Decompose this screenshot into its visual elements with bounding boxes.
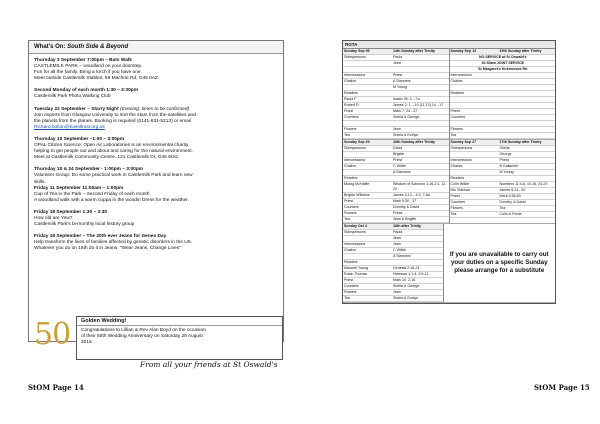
rota-role: Mic Startuck [450, 188, 471, 192]
rota-person [499, 85, 556, 90]
rota-table [342, 40, 556, 304]
rota-person: Sheila & George [393, 115, 420, 119]
event-line: Meet outside Castlemilk Stables, 59 Machrie Rd, G45 0AZ [34, 76, 158, 82]
rota-role [343, 67, 392, 72]
rota-person [392, 121, 449, 126]
event-title-text: Friday 18 September 1:30 – 3:30 [34, 209, 108, 215]
event-line: skills. [34, 179, 46, 185]
rota-person: George [499, 152, 512, 156]
rota-person: C Wilkie [393, 164, 407, 168]
rota-role: Chalice [450, 79, 463, 83]
event-title: Friday 11 September 11:00am – 1:00pm [34, 185, 124, 191]
event-item [34, 88, 278, 100]
event-item [34, 234, 278, 252]
rota-role: Sidespersons [344, 146, 366, 150]
rota-role: Counters [344, 205, 359, 209]
event-item [34, 107, 278, 131]
rota-person [499, 133, 556, 138]
rota-person: Sheila & Evelyn [393, 133, 419, 137]
rota-person [499, 79, 556, 84]
rota-person: James 5:13 - 20 [499, 188, 526, 192]
rota-person [392, 91, 449, 96]
event-title-text: Thursday 3 September 7:00pm – Bats Walk [34, 58, 132, 63]
event-title-text: Second Monday of each month 1:30 – 3:30pm [34, 88, 138, 94]
rota-column [450, 140, 556, 223]
event-line: How old are Yew? [34, 215, 73, 221]
rota-person: Sheila & George [393, 284, 420, 288]
rota-person: Dorothy & David [393, 205, 420, 209]
rota-role [450, 170, 499, 175]
event-item [34, 58, 278, 82]
rota-column [343, 49, 450, 139]
rota-role: Intercessions [450, 158, 472, 162]
event-title-text: Thursday 10 September –1:00 – 3:00pm [34, 136, 125, 142]
rota-person: Priest [393, 73, 403, 77]
rota-person: Genesis 2:18-24 [393, 266, 420, 270]
rota-person [499, 97, 556, 102]
rota-person: B Gallacher [499, 164, 519, 168]
rota-column [343, 140, 450, 223]
rota-person: David [393, 146, 403, 150]
whats-on-header [29, 41, 283, 54]
rota-person: Isaiah 35: 4 – 7a [393, 97, 420, 101]
event-line: helping to get people out and about and caring for the natural environment. [34, 149, 193, 155]
rota-role [450, 97, 499, 102]
rota-person: M Young [499, 170, 514, 174]
rota-person [499, 176, 556, 181]
rota-body [343, 49, 555, 303]
rota-person: Colin & Freda [499, 212, 522, 216]
rota-role: Tea [344, 217, 350, 221]
signoff: From all your friends at St Oswald's [140, 360, 278, 369]
rota-column [343, 224, 444, 302]
rota-person: Mark 7: 24 - 37 [393, 109, 418, 113]
event-line: Help transform the lives of families affected by genetic disorders in the UK. [34, 240, 193, 246]
rota-sunday-name: 14th Sunday after Trinity [393, 49, 435, 53]
rota-role: Maxwell Young [344, 266, 368, 270]
rota-person: Sheila & Evelyn [393, 296, 419, 300]
rota-person [499, 121, 556, 126]
event-title-text: Tuesday 22 September – Starry Night [34, 106, 119, 112]
rota-role: Readers [344, 260, 358, 264]
rota-role: Flowers [450, 127, 464, 131]
rota-role: Counters [450, 115, 466, 119]
rota-role: Colin Wilkie [450, 182, 470, 186]
rota-sunday-name: 17th Sunday after Trinity [499, 140, 542, 144]
rota-role: Priest [450, 194, 460, 198]
event-line: Volunteer Group: Do some practical work in Castlemilk Park and learn new [34, 173, 193, 179]
substitute-notice: If you are unavailable to carry out your duties on a specific Sunday please arrange for a substitute [449, 251, 549, 274]
rota-person: Tea [499, 206, 506, 210]
rota-person: A Stanners [393, 254, 411, 258]
rota-person [499, 115, 556, 120]
rota-role: Readers [344, 91, 358, 95]
golden-wedding-line: 2015. [81, 340, 94, 345]
rota-person: Jean [393, 236, 401, 240]
event-line: Meet at Castlemilk Community Centre, 121 Castlemilk Dr, G45 9UG. [34, 155, 180, 161]
rota-role: Intercessions [450, 73, 472, 77]
rota-role [450, 121, 499, 126]
rota-role [343, 121, 392, 126]
golden-wedding-section [28, 316, 282, 360]
rota-week-block [343, 140, 555, 224]
rota-date: Sunday Sep 20 [344, 140, 370, 144]
header-subtitle: South Side & Beyond [67, 44, 129, 50]
rota-person: Jean [393, 127, 401, 131]
rota-role: Chalice [450, 164, 463, 168]
rota-row [343, 182, 449, 193]
golden-wedding-box [76, 316, 283, 360]
event-email-link[interactable]: Richard.bolton@kassltrust.org.uk [34, 124, 105, 130]
event-item [34, 137, 278, 161]
rota-role: Readers [450, 91, 465, 95]
rota-role [450, 85, 499, 90]
rota-role: Priest [344, 109, 354, 113]
golden-wedding-line: of their 50th Wedding Anniversary on Saturday 29 August [81, 334, 203, 339]
event-line: Whatever you do on 18th do it in Jeans. "Wear Jeans, Change Lives" [34, 246, 181, 252]
rota-person: Wisdom of Solomon 1:16-2:1, 12-22 [393, 182, 447, 191]
rota-role [343, 85, 392, 90]
rota-sunday-name: 15th Sunday after Trinity [499, 49, 542, 53]
rota-role: Chalice [344, 79, 356, 83]
rota-role: Tea [450, 212, 457, 216]
event-line: Fun for all the family. Bring a torch if you have one. [34, 70, 142, 76]
rota-role: Sidespersons [344, 230, 366, 234]
rota-column [450, 49, 556, 139]
whats-on-panel [28, 40, 284, 342]
rota-role: Chalice [344, 248, 356, 252]
rota-person: Brigitte [393, 152, 405, 156]
rota-week-block [343, 224, 555, 303]
rota-row [343, 133, 449, 139]
rota-role: Robin Thomas [344, 272, 368, 276]
rota-person: James 3:13 – 4:3, 7-8a [393, 193, 430, 197]
rota-role: Priest [344, 199, 354, 203]
rota-sunday-name: 16th Sunday after Trinity [393, 140, 435, 144]
rota-role: Counters [344, 115, 359, 119]
golden-wedding-heading: Golden Wedding! [77, 317, 282, 326]
rota-role: Sidespersons [344, 55, 366, 59]
event-line: Castlemilk Park's bi-monthly local history group [34, 222, 135, 228]
rota-person: Paula [393, 55, 403, 59]
event-title-text: Friday 18 September – The 20th ever Jeans for Genes Day [34, 234, 167, 240]
rota-role: Tea [450, 133, 457, 137]
rota-role: Intercessions [344, 242, 366, 246]
rota-person [499, 73, 556, 78]
rota-notice-text: St Margaret's Kirkmerock Rd [478, 67, 528, 71]
rota-role: Flowers [450, 206, 464, 210]
rota-person: Dorothy & David [499, 200, 526, 204]
rota-week-block [343, 49, 555, 140]
event-title-text: Thursday 10 & 24 September - 1:00pm – 3:00pm [34, 167, 144, 173]
rota-person: Jean [393, 290, 401, 294]
rota-row [450, 212, 556, 218]
rota-person: Freda [393, 211, 403, 215]
header-label: What's On: [34, 44, 66, 50]
event-line: Join experts from Glasgow University to sort the stars from the satellites and [34, 112, 196, 118]
rota-role [343, 170, 392, 175]
rota-sunday-name: 18th after Trinity [393, 224, 421, 228]
rota-role: Morag McHaffie [344, 182, 370, 186]
rota-person [392, 260, 443, 265]
rota-person [499, 127, 556, 132]
fifty-emblem: 50 [34, 317, 71, 352]
rota-date: Sunday Sep 13 [450, 49, 477, 53]
rota-person: Priest [393, 158, 403, 162]
rota-person: C Wilkie [393, 248, 407, 252]
rota-role [343, 152, 392, 157]
rota-person: Mark 9:38-50 [499, 194, 521, 198]
rota-date: Sunday Oct 4 [344, 224, 367, 228]
events-list [29, 54, 283, 252]
rota-role: Brigitte Williams [344, 193, 370, 197]
rota-person: M Young [393, 85, 407, 89]
rota-person [392, 67, 449, 72]
rota-role [343, 236, 392, 241]
rota-role: Counters [344, 284, 359, 288]
rota-person: Sheila [499, 146, 510, 150]
rota-role: Flowers [344, 127, 357, 131]
rota-person: Mark 9:30 - 37 [393, 199, 417, 203]
golden-wedding-line: Congratulations to Lillian & Rev Alan Boyd on the occasion [81, 328, 206, 333]
rota-role: Tea [344, 296, 350, 300]
event-line: A woodland walk with a warm cuppa in the woods! Dress for the weather. [34, 197, 189, 203]
rota-date: Sunday Sep 06 [344, 49, 370, 53]
rota-person: A Stanners [393, 170, 411, 174]
rota-person [499, 109, 556, 114]
rota-row [343, 217, 449, 223]
rota-person: Paula [393, 230, 403, 234]
rota-role: Intercessions [344, 158, 366, 162]
event-line: Cup of Tea in the Park – Second Friday of each month [34, 191, 150, 197]
rota-person: James 2: 1 – 10 (11-13) 14 - 17 [393, 103, 444, 107]
rota-role: Flowers [344, 211, 357, 215]
rota-person: A Stanners [393, 79, 411, 83]
rota-role: Robert Fi [344, 103, 359, 107]
rota-role: Paula F [344, 97, 357, 101]
rota-role [343, 254, 392, 259]
rota-role: Flowers [344, 290, 357, 294]
rota-role: Sidespersons [450, 146, 473, 150]
event-line: Castlemilk Park Photo Walking Club [34, 94, 111, 100]
event-title-note: (Evening: times to be confirmed) [120, 106, 190, 112]
rota-person: Mark 10: 2-16 [393, 278, 416, 282]
event-item [34, 210, 278, 228]
rota-role: Readers [450, 176, 465, 180]
rota-title: ROTA [343, 41, 555, 49]
rota-person: Jean [393, 61, 401, 65]
rota-person [499, 91, 556, 96]
rota-role: Priest [450, 109, 460, 113]
rota-person [392, 176, 449, 181]
page-number-right: StOM Page 15 [534, 383, 590, 392]
rota-row [450, 133, 556, 139]
rota-role: Counters [450, 200, 466, 204]
rota-role: Intercessions [344, 73, 366, 77]
event-line: CASTLEMILK PARK – woodland on your doorstep. [34, 64, 143, 70]
rota-role: Priest [344, 278, 354, 282]
event-line: the planets from the planes. Booking is required (0141-631-5213) or email [34, 118, 192, 124]
rota-role [450, 152, 499, 157]
golden-wedding-text [77, 326, 282, 348]
rota-role: Tea [344, 133, 350, 137]
rota-role [343, 61, 392, 66]
event-item [34, 167, 278, 204]
rota-date: Sunday Sep 27 [450, 140, 477, 144]
event-line: OPAL Citizen Science: Open Air Laboratories is an environmental charity [34, 143, 189, 149]
rota-person: Priest [499, 158, 509, 162]
rota-person: Jean [393, 242, 401, 246]
rota-role [450, 103, 499, 108]
rota-notice-text: 10:30am JOINT SERVICE [481, 61, 525, 65]
rota-person [499, 103, 556, 108]
rota-row [343, 296, 443, 302]
page-number-left: StOM Page 14 [28, 383, 84, 392]
rota-person: Numbers 11:4-6, 10-16, 24-29 [499, 182, 548, 186]
rota-role: Chalice [344, 164, 356, 168]
rota-person: Hebrews 1:1-4, 2:5-12 [393, 272, 429, 276]
rota-notice-text: NO SERVICE at St Oswald's [478, 55, 527, 59]
rota-role: Readers [344, 176, 358, 180]
rota-person: Jean & Brigitte [393, 217, 417, 221]
